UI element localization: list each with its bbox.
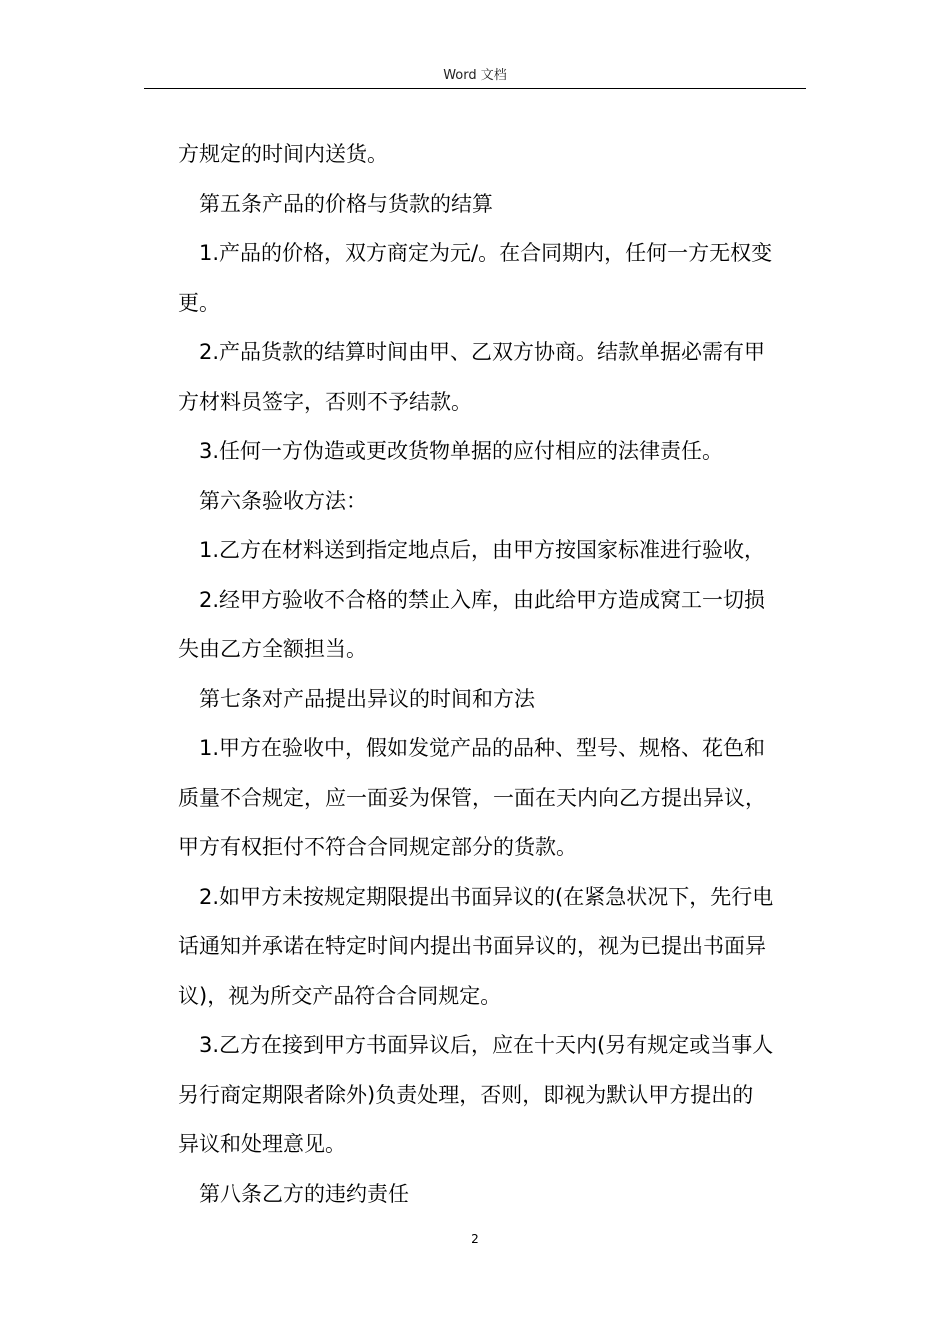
header-divider — [144, 88, 806, 89]
page-header-title: Word 文档 — [443, 68, 507, 83]
document-body — [178, 130, 806, 1219]
body-line: 第七条对产品提出异议的时间和方法 — [199, 686, 535, 711]
body-line: 第五条产品的价格与货款的结算 — [199, 191, 493, 216]
body-line: 1.甲方在验收中，假如发觉产品的品种、型号、规格、花色和 — [199, 736, 766, 760]
body-line: 话通知并承诺在特定时间内提出书面异议的，视为已提出书面异 — [178, 934, 766, 958]
body-line: 2.如甲方未按规定期限提出书面异议的(在紧急状况下，先行电 — [199, 884, 774, 909]
body-line: 质量不合规定，应一面妥为保管，一面在天内向乙方提出异议， — [178, 785, 766, 810]
page-number: 2 — [471, 1232, 479, 1246]
body-line: 第六条验收方法： — [199, 488, 367, 513]
body-line: 方材料员签字，否则不予结款。 — [178, 389, 472, 414]
body-line: 异议和处理意见。 — [178, 1132, 346, 1156]
body-line: 3.乙方在接到甲方书面异议后，应在十天内(另有规定或当事人 — [199, 1033, 774, 1057]
body-line: 3.任何一方伪造或更改货物单据的应付相应的法律责任。 — [199, 439, 724, 463]
body-line: 第八条乙方的违约责任 — [199, 1181, 409, 1206]
body-line: 甲方有权拒付不符合合同规定部分的货款。 — [178, 835, 577, 859]
body-line: 更。 — [178, 290, 220, 315]
body-line: 失由乙方全额担当。 — [178, 637, 367, 661]
body-line: 1.产品的价格，双方商定为元/。在合同期内，任何一方无权变 — [199, 241, 773, 265]
body-line: 方规定的时间内送货。 — [178, 142, 388, 166]
body-line: 另行商定期限者除外)负责处理，否则，即视为默认甲方提出的 — [178, 1082, 754, 1107]
body-line: 2.产品货款的结算时间由甲、乙双方协商。结款单据必需有甲 — [199, 340, 766, 364]
body-line: 1.乙方在材料送到指定地点后，由甲方按国家标准进行验收， — [199, 538, 766, 562]
body-line: 2.经甲方验收不合格的禁止入库，由此给甲方造成窝工一切损 — [199, 587, 766, 612]
body-line: 议)，视为所交产品符合合同规定。 — [178, 983, 502, 1008]
